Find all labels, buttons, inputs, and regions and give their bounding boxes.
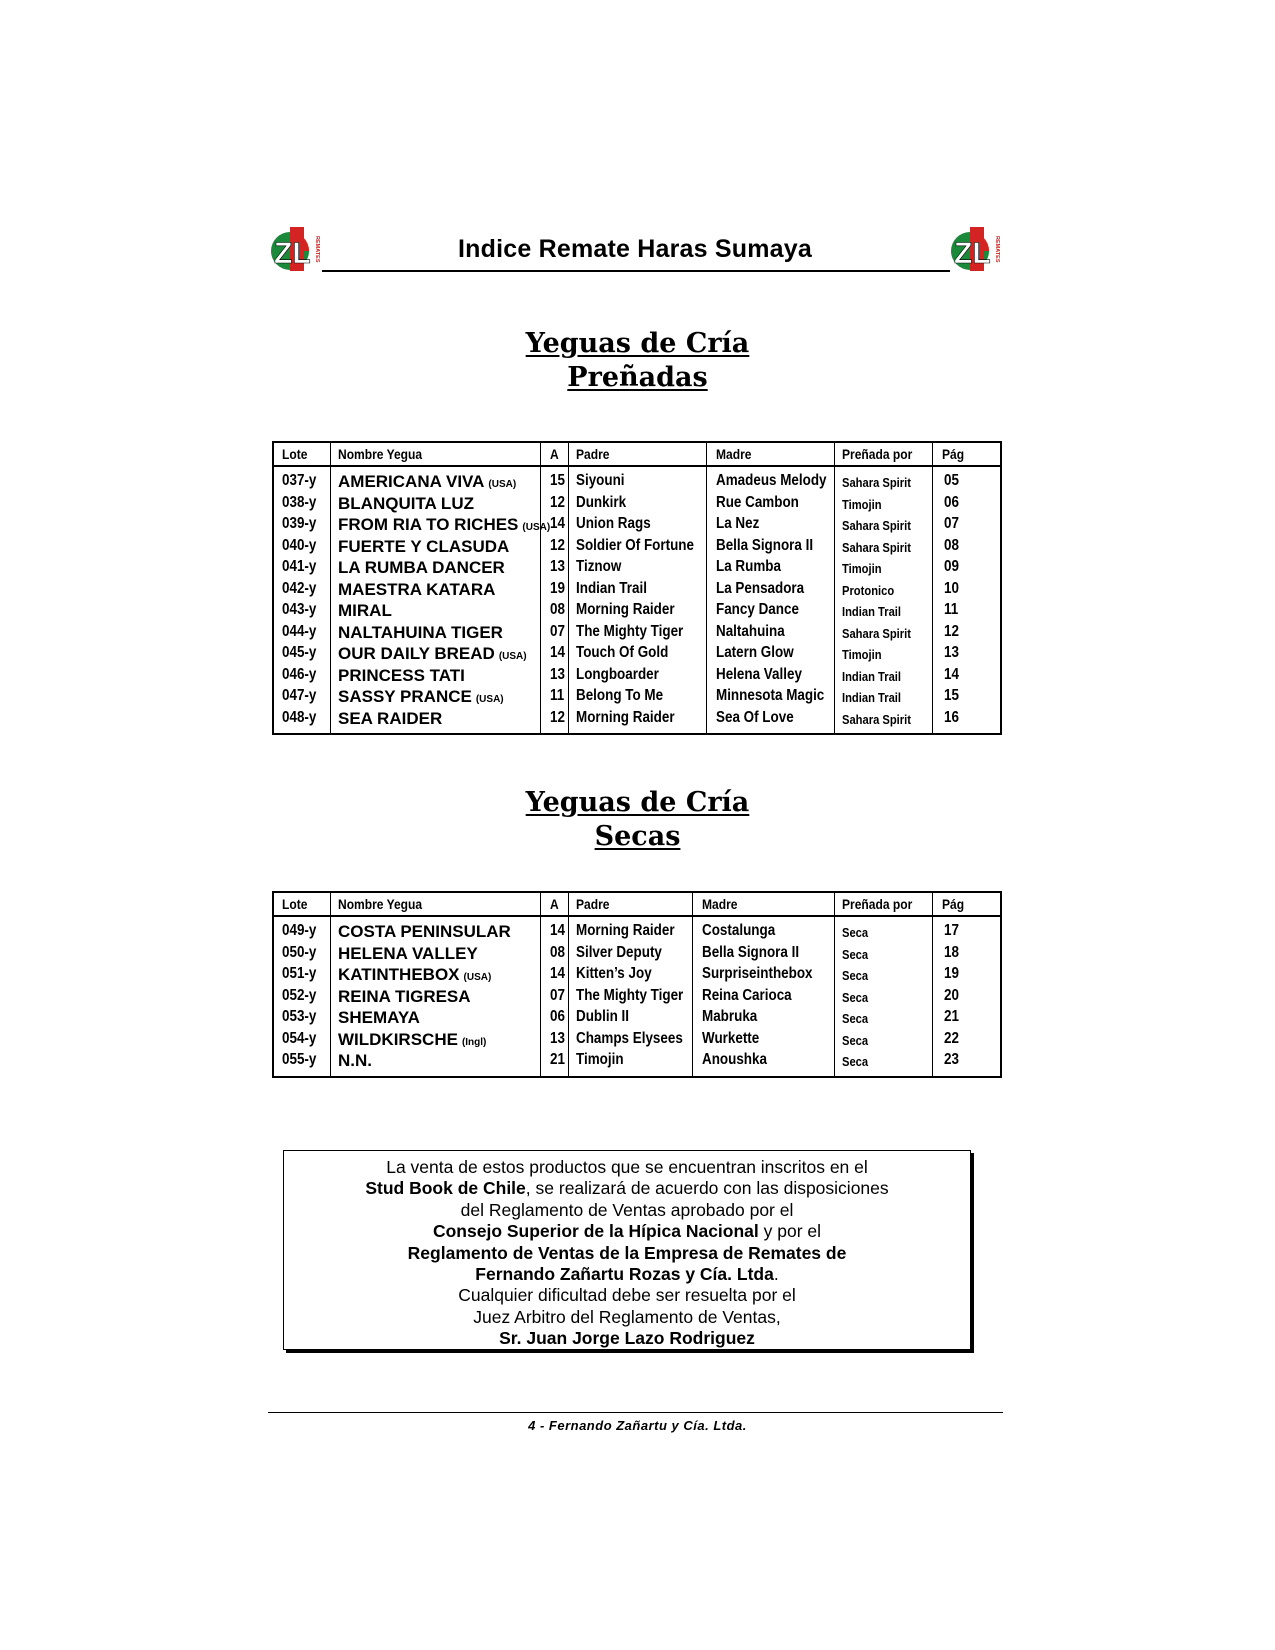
cell-nombre: KATINTHEBOX (USA) [338, 965, 492, 984]
table-row [274, 1051, 1000, 1073]
cell-madre: Surpriseinthebox [702, 965, 813, 982]
cell-prenada: Seca [842, 1054, 869, 1069]
cell-lote: 054-y [282, 1029, 317, 1047]
cell-pag: 21 [944, 1008, 959, 1025]
cell-prenada: Sahara Spirit [842, 625, 911, 641]
cell-pag: 08 [944, 536, 959, 554]
cell-a: 12 [550, 708, 565, 726]
cell-padre: Touch Of Gold [576, 644, 669, 661]
cell-prenada: Indian Trail [842, 690, 902, 705]
cell-lote: 050-y [282, 943, 317, 961]
cell-madre: Minnesota Magic [716, 687, 825, 704]
cell-a: 14 [550, 922, 565, 939]
cell-madre: Reina Carioca [702, 986, 792, 1004]
section-title-secas [0, 786, 1275, 854]
cell-padre: Siyouni [576, 472, 625, 489]
cell-lote: 051-y [282, 965, 317, 982]
col-padre: Padre [576, 896, 610, 912]
table-row [274, 537, 1000, 559]
cell-padre: The Mighty Tiger [576, 986, 684, 1004]
cell-madre: Latern Glow [716, 644, 794, 661]
cell-madre: Amadeus Melody [716, 472, 827, 489]
cell-lote: 040-y [282, 536, 317, 554]
cell-prenada: Sahara Spirit [842, 539, 911, 555]
cell-prenada: Sahara Spirit [842, 475, 911, 490]
col-lote: Lote [282, 896, 308, 912]
cell-a: 15 [550, 472, 565, 489]
cell-lote: 045-y [282, 644, 317, 661]
cell-a: 14 [550, 515, 565, 532]
cell-padre: Dunkirk [576, 493, 627, 511]
col-padre: Padre [576, 446, 610, 462]
table-header [274, 893, 1000, 917]
cell-nombre: SHEMAYA [338, 1008, 420, 1027]
cell-prenada: Seca [842, 989, 869, 1005]
cell-pag: 16 [944, 708, 959, 726]
cell-prenada: Timojin [842, 496, 882, 512]
cell-madre: Mabruka [702, 1008, 758, 1025]
cell-a: 11 [550, 687, 565, 704]
cell-madre: Naltahuina [716, 622, 785, 640]
cell-nombre: HELENA VALLEY [338, 943, 478, 963]
table-row [274, 515, 1000, 537]
cell-pag: 15 [944, 687, 959, 704]
cell-prenada: Protonico [842, 582, 895, 598]
cell-a: 07 [550, 622, 565, 640]
cell-pag: 09 [944, 558, 959, 575]
cell-a: 07 [550, 986, 565, 1004]
cell-nombre: MAESTRA KATARA [338, 579, 496, 599]
cell-a: 19 [550, 579, 565, 597]
table-row [274, 944, 1000, 966]
col-a: A [550, 896, 559, 912]
cell-nombre: MIRAL [338, 601, 392, 620]
cell-nombre: WILDKIRSCHE (Ingl) [338, 1029, 487, 1049]
cell-prenada: Seca [842, 968, 869, 983]
cell-pag: 20 [944, 986, 959, 1004]
cell-madre: Bella Signora II [702, 943, 800, 961]
cell-nombre: AMERICANA VIVA (USA) [338, 472, 517, 491]
page-footer: 4 - Fernando Zañartu y Cía. Ltda. [528, 1418, 747, 1433]
section-title-prenadas [0, 327, 1275, 395]
cell-padre: Kitten’s Joy [576, 965, 652, 982]
table-body [274, 467, 1000, 733]
table-row [274, 987, 1000, 1009]
cell-madre: La Pensadora [716, 579, 805, 597]
cell-padre: Soldier Of Fortune [576, 536, 694, 554]
cell-padre: Longboarder [576, 665, 659, 683]
cell-madre: Rue Cambon [716, 493, 799, 511]
cell-madre: Costalunga [702, 922, 776, 939]
cell-lote: 046-y [282, 665, 317, 683]
col-lote: Lote [282, 446, 308, 462]
cell-nombre: OUR DAILY BREAD (USA) [338, 644, 527, 663]
notice-line: Consejo Superior de la Hípica Nacional y por el [432, 1221, 822, 1242]
table-row [274, 623, 1000, 645]
cell-padre: Morning Raider [576, 922, 675, 939]
col-prenada: Preñada por [842, 446, 913, 462]
col-madre: Madre [716, 446, 752, 462]
cell-a: 13 [550, 558, 565, 575]
col-madre: Madre [702, 896, 738, 912]
col-a: A [550, 446, 559, 462]
svg-text:ZL: ZL [274, 237, 311, 270]
cell-lote: 052-y [282, 986, 317, 1004]
cell-padre: The Mighty Tiger [576, 622, 684, 640]
notice-line: La venta de estos productos que se encuentran inscritos en el [386, 1157, 868, 1177]
logo-tag: REMATES [994, 235, 1000, 263]
cell-prenada: Indian Trail [842, 668, 902, 684]
notice-line: Sr. Juan Jorge Lazo Rodriguez [499, 1328, 755, 1349]
table-row [274, 494, 1000, 516]
table-row [274, 1030, 1000, 1052]
cell-prenada: Seca [842, 1011, 869, 1026]
col-nombre: Nombre Yegua [338, 896, 423, 912]
cell-madre: La Nez [716, 515, 760, 532]
cell-prenada: Timojin [842, 647, 882, 662]
section-title-line2: Secas [594, 821, 681, 852]
section-title-line2: Preñadas [567, 362, 708, 393]
cell-madre: Sea Of Love [716, 708, 794, 726]
cell-pag: 11 [944, 601, 959, 618]
table-row [274, 644, 1000, 666]
remates-logo-icon [950, 225, 1000, 273]
cell-lote: 053-y [282, 1008, 317, 1025]
cell-pag: 22 [944, 1029, 959, 1047]
cell-nombre: BLANQUITA LUZ [338, 493, 474, 513]
table-row [274, 601, 1000, 623]
cell-nombre: SASSY PRANCE (USA) [338, 687, 504, 706]
table-row [274, 580, 1000, 602]
table-row [274, 922, 1000, 944]
cell-lote: 047-y [282, 687, 317, 704]
table-body [274, 917, 1000, 1076]
table-secas [272, 891, 1002, 1078]
cell-madre: La Rumba [716, 558, 781, 575]
cell-pag: 06 [944, 493, 959, 511]
cell-lote: 049-y [282, 922, 317, 939]
cell-nombre: COSTA PENINSULAR [338, 922, 511, 941]
section-title-line1: Yeguas de Cría [525, 787, 750, 818]
cell-a: 12 [550, 536, 565, 554]
cell-lote: 048-y [282, 708, 317, 726]
page-header [270, 225, 1000, 273]
cell-a: 08 [550, 601, 565, 618]
table-row [274, 965, 1000, 987]
cell-madre: Anoushka [702, 1051, 767, 1068]
origin-country: (USA) [522, 522, 551, 533]
cell-madre: Helena Valley [716, 665, 802, 683]
table-row [274, 558, 1000, 580]
footer-rule [268, 1412, 1003, 1413]
svg-text:ZL: ZL [954, 237, 991, 270]
cell-a: 13 [550, 1029, 565, 1047]
col-nombre: Nombre Yegua [338, 446, 423, 462]
cell-nombre: NALTAHUINA TIGER [338, 622, 503, 642]
cell-pag: 19 [944, 965, 959, 982]
col-pag: Pág [942, 446, 965, 462]
cell-a: 12 [550, 493, 565, 511]
cell-pag: 12 [944, 622, 959, 640]
cell-prenada: Seca [842, 1032, 869, 1048]
cell-a: 14 [550, 965, 565, 982]
cell-a: 08 [550, 943, 565, 961]
cell-padre: Silver Deputy [576, 943, 662, 961]
cell-prenada: Timojin [842, 561, 882, 576]
cell-nombre: FROM RIA TO RICHES (USA) [338, 515, 551, 534]
cell-nombre: N.N. [338, 1051, 372, 1070]
origin-country: (USA) [498, 651, 527, 662]
cell-nombre: LA RUMBA DANCER [338, 558, 505, 577]
cell-madre: Wurkette [702, 1029, 760, 1047]
header-rule [322, 270, 950, 272]
notice-line: Juez Arbitro del Reglamento de Ventas, [473, 1306, 781, 1327]
notice-line: Stud Book de Chile, se realizará de acuerdo con las disposiciones [365, 1178, 889, 1199]
cell-a: 06 [550, 1008, 565, 1025]
cell-padre: Timojin [576, 1051, 624, 1068]
cell-padre: Indian Trail [576, 579, 647, 597]
cell-prenada: Indian Trail [842, 604, 902, 619]
col-pag: Pág [942, 896, 965, 912]
section-title-line1: Yeguas de Cría [525, 328, 750, 359]
cell-prenada: Sahara Spirit [842, 518, 911, 533]
cell-padre: Tiznow [576, 558, 622, 575]
logo-tag: REMATES [314, 235, 320, 263]
cell-pag: 07 [944, 515, 959, 532]
cell-madre: Fancy Dance [716, 601, 799, 618]
cell-prenada: Seca [842, 946, 869, 962]
cell-pag: 14 [944, 665, 959, 683]
origin-country: (USA) [488, 479, 517, 490]
notice-line: Reglamento de Ventas de la Empresa de Remates de [407, 1242, 847, 1263]
cell-pag: 17 [944, 922, 959, 939]
sale-conditions-notice [283, 1150, 971, 1350]
table-row [274, 1008, 1000, 1030]
cell-padre: Belong To Me [576, 687, 664, 704]
origin-country: (USA) [463, 972, 492, 983]
cell-padre: Dublin II [576, 1008, 630, 1025]
page-title: Indice Remate Haras Sumaya [458, 235, 812, 263]
cell-nombre: REINA TIGRESA [338, 986, 471, 1006]
col-prenada: Preñada por [842, 896, 913, 912]
table-row [274, 666, 1000, 688]
cell-a: 13 [550, 665, 565, 683]
cell-prenada: Seca [842, 925, 869, 940]
table-prenadas [272, 441, 1002, 735]
origin-country: (Ingl) [461, 1036, 487, 1048]
table-row [274, 709, 1000, 731]
cell-padre: Morning Raider [576, 601, 675, 618]
cell-nombre: SEA RAIDER [338, 708, 443, 728]
cell-nombre: PRINCESS TATI [338, 665, 465, 685]
cell-padre: Morning Raider [576, 708, 675, 726]
cell-padre: Union Rags [576, 515, 651, 532]
cell-a: 14 [550, 644, 565, 661]
cell-prenada: Sahara Spirit [842, 711, 911, 727]
cell-lote: 039-y [282, 515, 317, 532]
cell-pag: 10 [944, 579, 959, 597]
cell-lote: 043-y [282, 601, 317, 618]
cell-lote: 037-y [282, 472, 317, 489]
cell-pag: 23 [944, 1051, 959, 1068]
cell-lote: 042-y [282, 579, 317, 597]
notice-line: Fernando Zañartu Rozas y Cía. Ltda. [475, 1264, 779, 1285]
cell-madre: Bella Signora II [716, 536, 814, 554]
notice-line: Cualquier dificultad debe ser resuelta por el [458, 1285, 796, 1306]
table-row [274, 687, 1000, 709]
table-header [274, 443, 1000, 467]
cell-lote: 044-y [282, 622, 317, 640]
cell-pag: 13 [944, 644, 959, 661]
cell-padre: Champs Elysees [576, 1029, 683, 1047]
cell-a: 21 [550, 1051, 565, 1068]
table-row [274, 472, 1000, 494]
origin-country: (USA) [475, 694, 504, 705]
cell-lote: 041-y [282, 558, 317, 575]
cell-lote: 038-y [282, 493, 317, 511]
notice-line: del Reglamento de Ventas aprobado por el [460, 1199, 794, 1220]
cell-pag: 18 [944, 943, 959, 961]
cell-pag: 05 [944, 472, 959, 489]
cell-lote: 055-y [282, 1051, 317, 1068]
cell-nombre: FUERTE Y CLASUDA [338, 536, 510, 556]
